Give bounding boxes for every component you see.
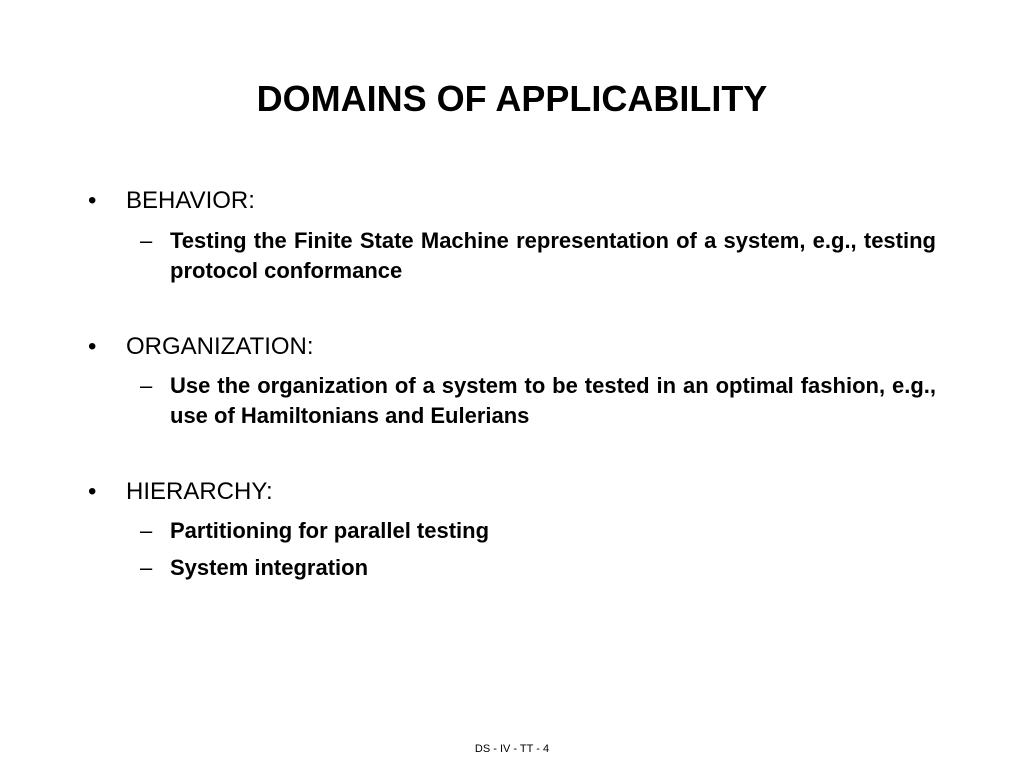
bullet-icon: • (88, 478, 97, 505)
dash-icon: – (140, 373, 153, 398)
dash-icon: – (140, 555, 153, 580)
dash-icon: – (140, 228, 153, 253)
bullet-icon: • (88, 333, 97, 360)
sub-item-hierarchy-2 (140, 553, 936, 583)
sub-item-text: Use the organization of a system to be tested in an optimal fashion, e.g., use of Hamiltonians and Eulerians (170, 373, 936, 428)
sub-item-text: Partitioning for parallel testing (170, 518, 490, 543)
sub-item-behavior-1 (140, 226, 936, 286)
section-heading-behavior: BEHAVIOR: (126, 187, 255, 214)
sub-item-text: System integration (170, 555, 369, 580)
slide-title: DOMAINS OF APPLICABILITY (256, 78, 768, 119)
sub-item-hierarchy-1 (140, 516, 936, 546)
sub-item-organization-1 (140, 371, 936, 431)
slide-footer: DS - IV - TT - 4 (474, 743, 550, 755)
section-heading-organization: ORGANIZATION: (126, 333, 314, 360)
section-heading-hierarchy: HIERARCHY: (126, 478, 273, 505)
bullet-icon: • (88, 187, 97, 214)
dash-icon: – (140, 518, 153, 543)
sub-item-text: Testing the Finite State Machine representation of a system, e.g., testing protocol conformance (170, 228, 936, 283)
